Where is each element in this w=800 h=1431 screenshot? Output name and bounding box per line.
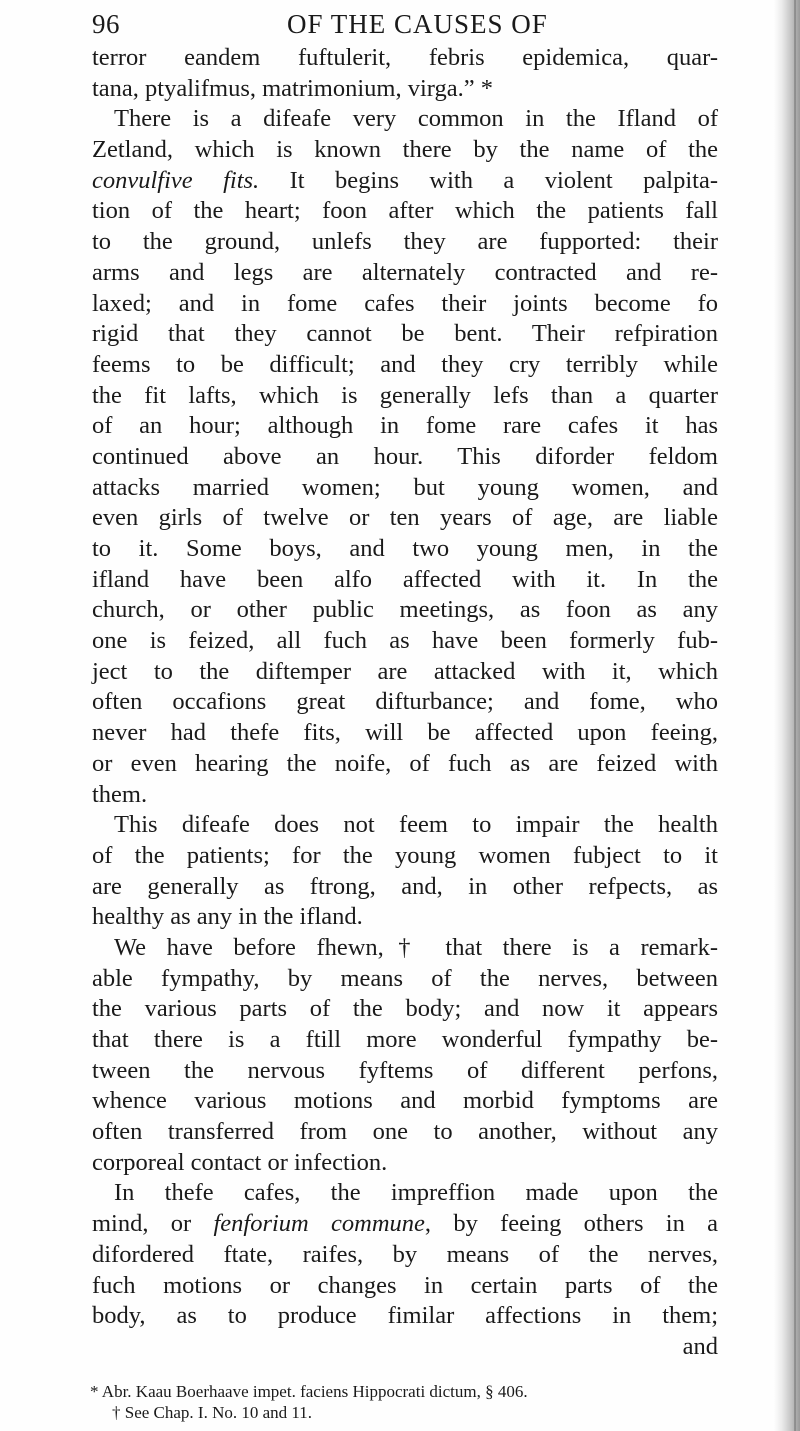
text-line: to the ground, unlefs they are fupported: their — [92, 228, 718, 256]
text-line: difordered ftate, raifes, by means of the nerves, — [92, 1240, 718, 1268]
text-line: one is feized, all fuch as have been formerly fub- — [92, 627, 718, 655]
text-line: terror eandem fuftulerit, febris epidemica, quar- — [92, 44, 718, 71]
page-number: 96 — [92, 9, 120, 39]
text-line: feems to be difficult; and they cry terribly while — [92, 350, 718, 378]
text-line: continued above an hour. This diforder feldom — [92, 442, 718, 470]
text-line: ject to the diftemper are attacked with it, which — [92, 657, 718, 685]
text-line: There is a difeafe very common in the Ifland of — [114, 105, 718, 133]
text-line: body, as to produce fimilar affections in them; — [92, 1302, 718, 1330]
text-line: rigid that they cannot be bent. Their refpiration — [92, 320, 718, 348]
text-line — [92, 1178, 718, 1209]
text-line: This difeafe does not feem to impair the health — [114, 811, 718, 839]
text-line: the fit lafts, which is generally lefs than a quarter — [92, 381, 718, 409]
text-line: We have before fhewn,† that there is a remark- — [114, 933, 718, 961]
footnote: * Abr. Kaau Boerhaave impet. faciens Hippocrati dictum, § 406. — [90, 1382, 528, 1401]
text-span: In thefe cafes, the impreffion made upon the — [114, 1179, 718, 1207]
text-line: tween the nervous fyftems of different perfons, — [92, 1056, 718, 1084]
text-span: It begins with a violent palpita- — [259, 166, 718, 194]
text-span: mind, or — [92, 1210, 214, 1238]
text-line: church, or other public meetings, as foon as any — [92, 596, 718, 624]
text-line: are generally as ftrong, and, in other refpects, as — [92, 872, 718, 900]
text-line: even girls of twelve or ten years of age, are liable — [92, 504, 718, 532]
text-line: the various parts of the body; and now it appears — [92, 995, 718, 1023]
text-line: tana, ptyalifmus, matrimonium, virga.” * — [92, 74, 493, 102]
italic-span: convulfive fits. — [92, 166, 260, 194]
text-line: or even hearing the noife, of fuch as are feized with — [92, 749, 718, 777]
body-text — [92, 43, 718, 1363]
running-head — [92, 6, 732, 42]
text-line: laxed; and in fome cafes their joints become fo — [92, 289, 718, 317]
text-line: to it. Some boys, and two young men, in the — [92, 535, 718, 562]
text-span: , by feeing others in a — [424, 1210, 718, 1238]
text-line: corporeal contact or infection. — [92, 1148, 388, 1176]
text-line: them. — [92, 780, 148, 808]
text-line: ifland have been alfo affected with it. In the — [92, 565, 718, 593]
text-line: that there is a ftill more wonderful fympathy be- — [92, 1026, 718, 1053]
text-line: of the patients; for the young women fubject to it — [92, 841, 718, 869]
text-line: often occafions great difturbance; and fome, who — [92, 688, 718, 716]
footnotes — [90, 1381, 730, 1423]
text-line: of an hour; although in fome rare cafes it has — [92, 412, 718, 440]
text-line: arms and legs are alternately contracted and re- — [92, 258, 718, 286]
text-line: and — [682, 1332, 718, 1360]
text-line: never had thefe fits, will be affected upon feeing, — [92, 719, 718, 747]
text-line: healthy as any in the ifland. — [92, 903, 363, 931]
footnote: † See Chap. I. No. 10 and 11. — [112, 1403, 313, 1422]
text-line: able fympathy, by means of the nerves, between — [92, 964, 718, 992]
page-edge-shadow — [774, 0, 800, 1431]
text-line: whence various motions and morbid fymptoms are — [92, 1087, 718, 1115]
text-line: Zetland, which is known there by the name of the — [92, 136, 718, 164]
text-line: attacks married women; but young women, and — [92, 473, 718, 501]
text-line: tion of the heart; foon after which the patients fall — [92, 197, 718, 225]
italic-span: fenforium commune — [213, 1210, 425, 1238]
text-line: fuch motions or changes in certain parts of the — [92, 1271, 718, 1299]
text-line: often transferred from one to another, without any — [92, 1118, 718, 1146]
running-head-title: OF THE CAUSES OF — [287, 9, 548, 39]
text-line — [92, 166, 718, 197]
text-line — [92, 1209, 718, 1240]
